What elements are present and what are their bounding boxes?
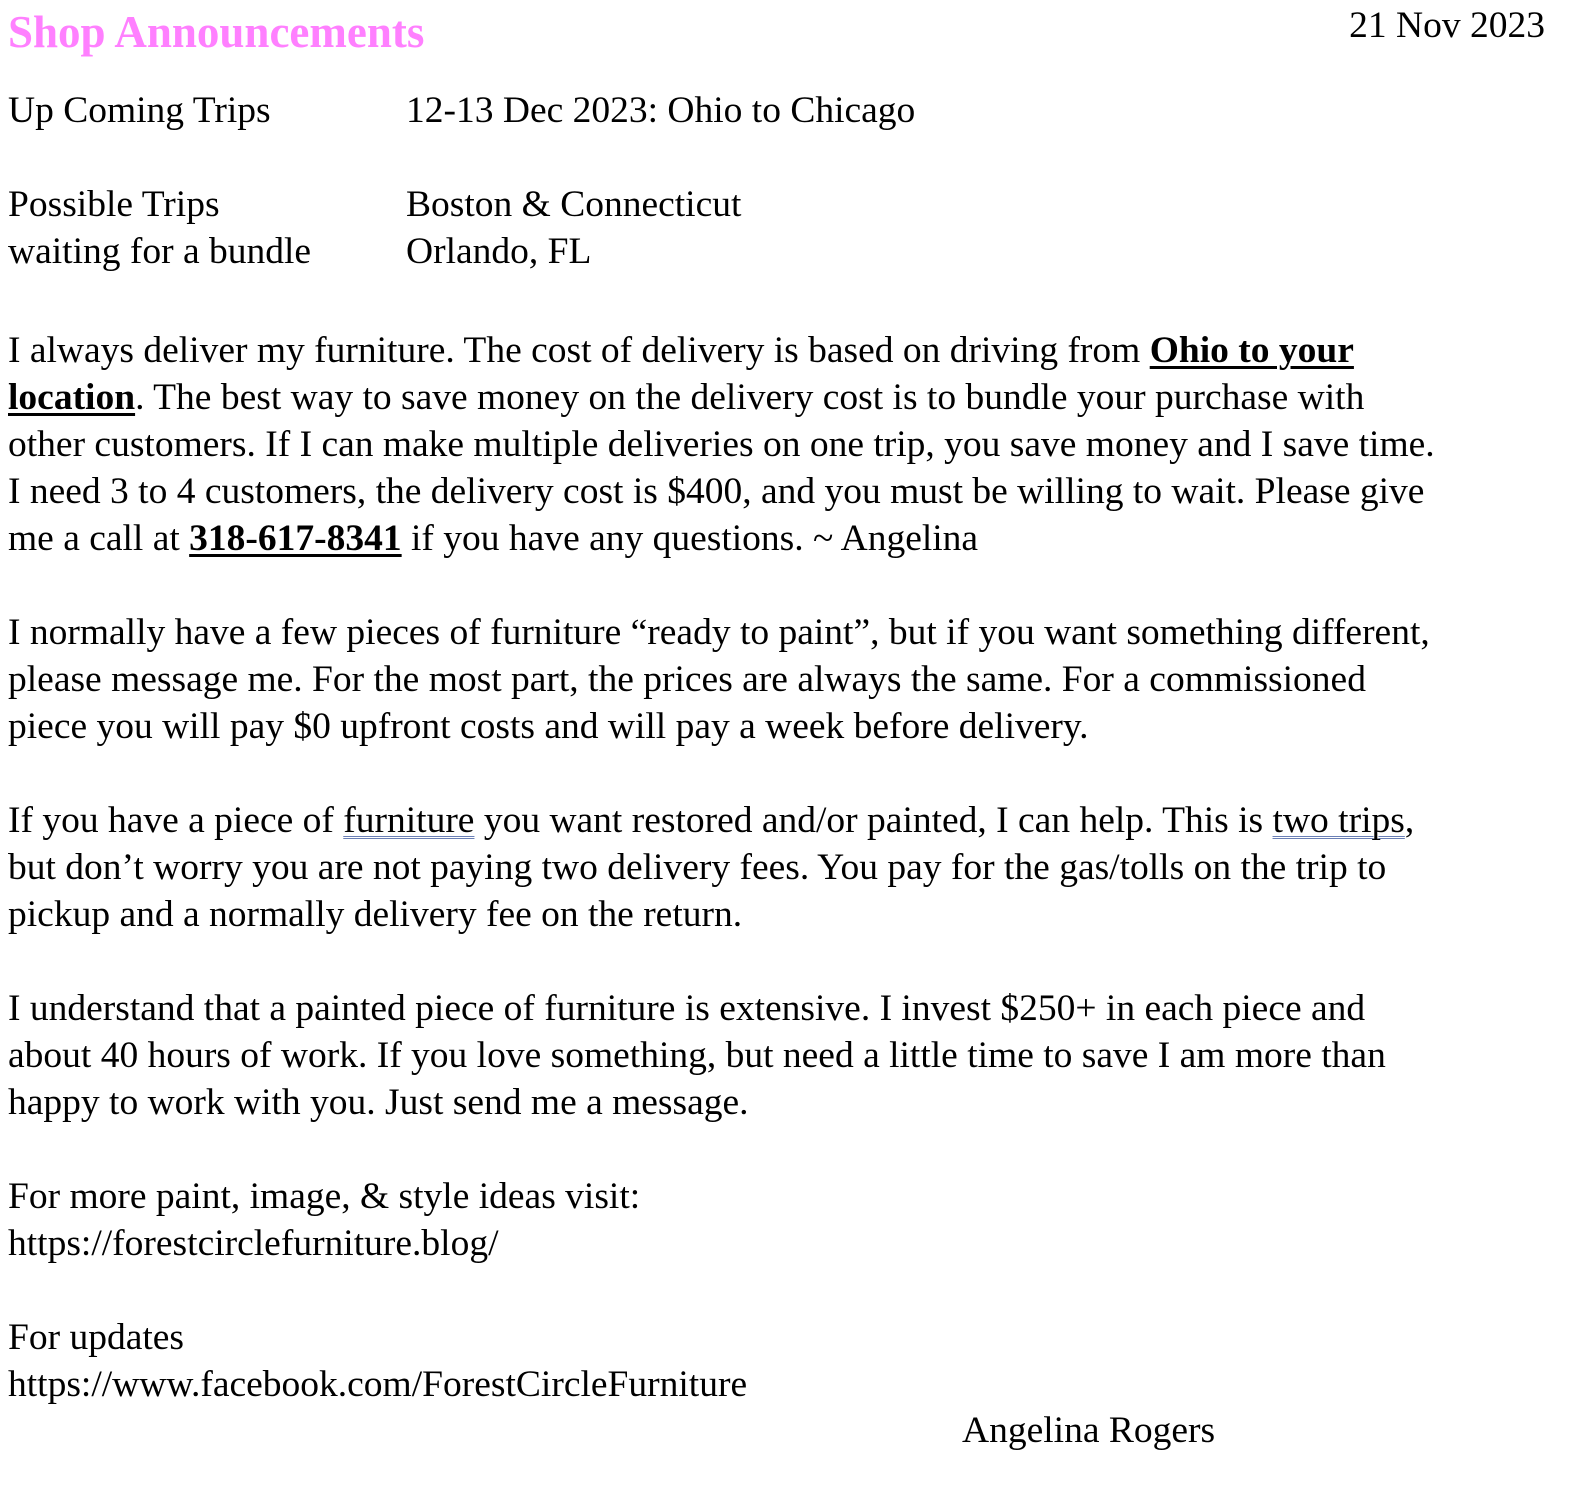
upcoming-trips-label: Up Coming Trips <box>8 90 271 131</box>
furniture-link[interactable]: furniture <box>343 800 475 841</box>
investment-text: about 40 hours of work. If you love something, but need a little time to save I am more than <box>8 1035 1386 1076</box>
restore-text: , <box>1404 800 1415 841</box>
updates-label: For updates <box>8 1317 185 1358</box>
ohio-location-link-continued[interactable]: location <box>8 377 136 418</box>
announcement-date: 21 Nov 2023 <box>1349 5 1545 46</box>
investment-text: happy to work with you. Just send me a message. <box>8 1082 749 1123</box>
possible-trips-sublabel: waiting for a bundle <box>8 231 312 272</box>
blog-url[interactable]: https://forestcirclefurniture.blog/ <box>8 1223 499 1264</box>
ideas-paragraph <box>8 1173 1568 1267</box>
possible-trip-row-2 <box>8 228 915 275</box>
possible-trip-value-1: Boston & Connecticut <box>406 184 742 225</box>
investment-text: I understand that a painted piece of furniture is extensive. I invest $250+ in each piece and <box>8 988 1366 1029</box>
delivery-text: other customers. If I can make multiple deliveries on one trip, you save money and I save time. <box>8 424 1435 465</box>
restore-text: you want restored and/or painted, I can help. This is <box>474 800 1273 841</box>
delivery-text: me a call at <box>8 518 190 559</box>
upcoming-trip-value: 12-13 Dec 2023: Ohio to Chicago <box>406 90 916 131</box>
phone-number-link[interactable]: 318-617-8341 <box>189 518 402 559</box>
commission-text: I normally have a few pieces of furniture “ready to paint”, but if you want something different, <box>8 612 1430 653</box>
page-title: Shop Announcements <box>8 7 425 57</box>
restore-text: but don’t worry you are not paying two delivery fees. You pay for the gas/tolls on the trip to <box>8 847 1387 888</box>
announcement-body <box>8 327 1568 1455</box>
possible-trip-value-2: Orlando, FL <box>406 231 592 272</box>
possible-trip-row-1 <box>8 181 915 228</box>
delivery-text: . The best way to save money on the delivery cost is to bundle your purchase with <box>135 377 1365 418</box>
delivery-text: I need 3 to 4 customers, the delivery cost is $400, and you must be willing to wait. Please give <box>8 471 1425 512</box>
signature: Angelina Rogers <box>962 1410 1216 1451</box>
commission-text: please message me. For the most part, the prices are always the same. For a commissioned <box>8 659 1366 700</box>
restore-text: pickup and a normally delivery fee on the return. <box>8 894 743 935</box>
restore-paragraph <box>8 797 1568 938</box>
commission-paragraph <box>8 609 1568 750</box>
trips-section <box>8 87 915 275</box>
ideas-label: For more paint, image, & style ideas visit: <box>8 1176 641 1217</box>
facebook-url[interactable]: https://www.facebook.com/ForestCircleFurniture <box>8 1364 748 1405</box>
two-trips-link[interactable]: two trips <box>1272 800 1405 841</box>
possible-trips-label: Possible Trips <box>8 184 220 225</box>
delivery-paragraph <box>8 327 1568 562</box>
upcoming-trip-row <box>8 87 915 134</box>
ohio-location-link[interactable]: Ohio to your <box>1149 330 1354 371</box>
investment-paragraph <box>8 985 1568 1126</box>
delivery-text: if you have any questions. ~ Angelina <box>401 518 979 559</box>
updates-paragraph <box>8 1314 1568 1408</box>
restore-text: If you have a piece of <box>8 800 344 841</box>
spacer <box>8 134 915 181</box>
delivery-text: I always deliver my furniture. The cost of delivery is based on driving from <box>8 330 1150 371</box>
commission-text: piece you will pay $0 upfront costs and will pay a week before delivery. <box>8 706 1089 747</box>
